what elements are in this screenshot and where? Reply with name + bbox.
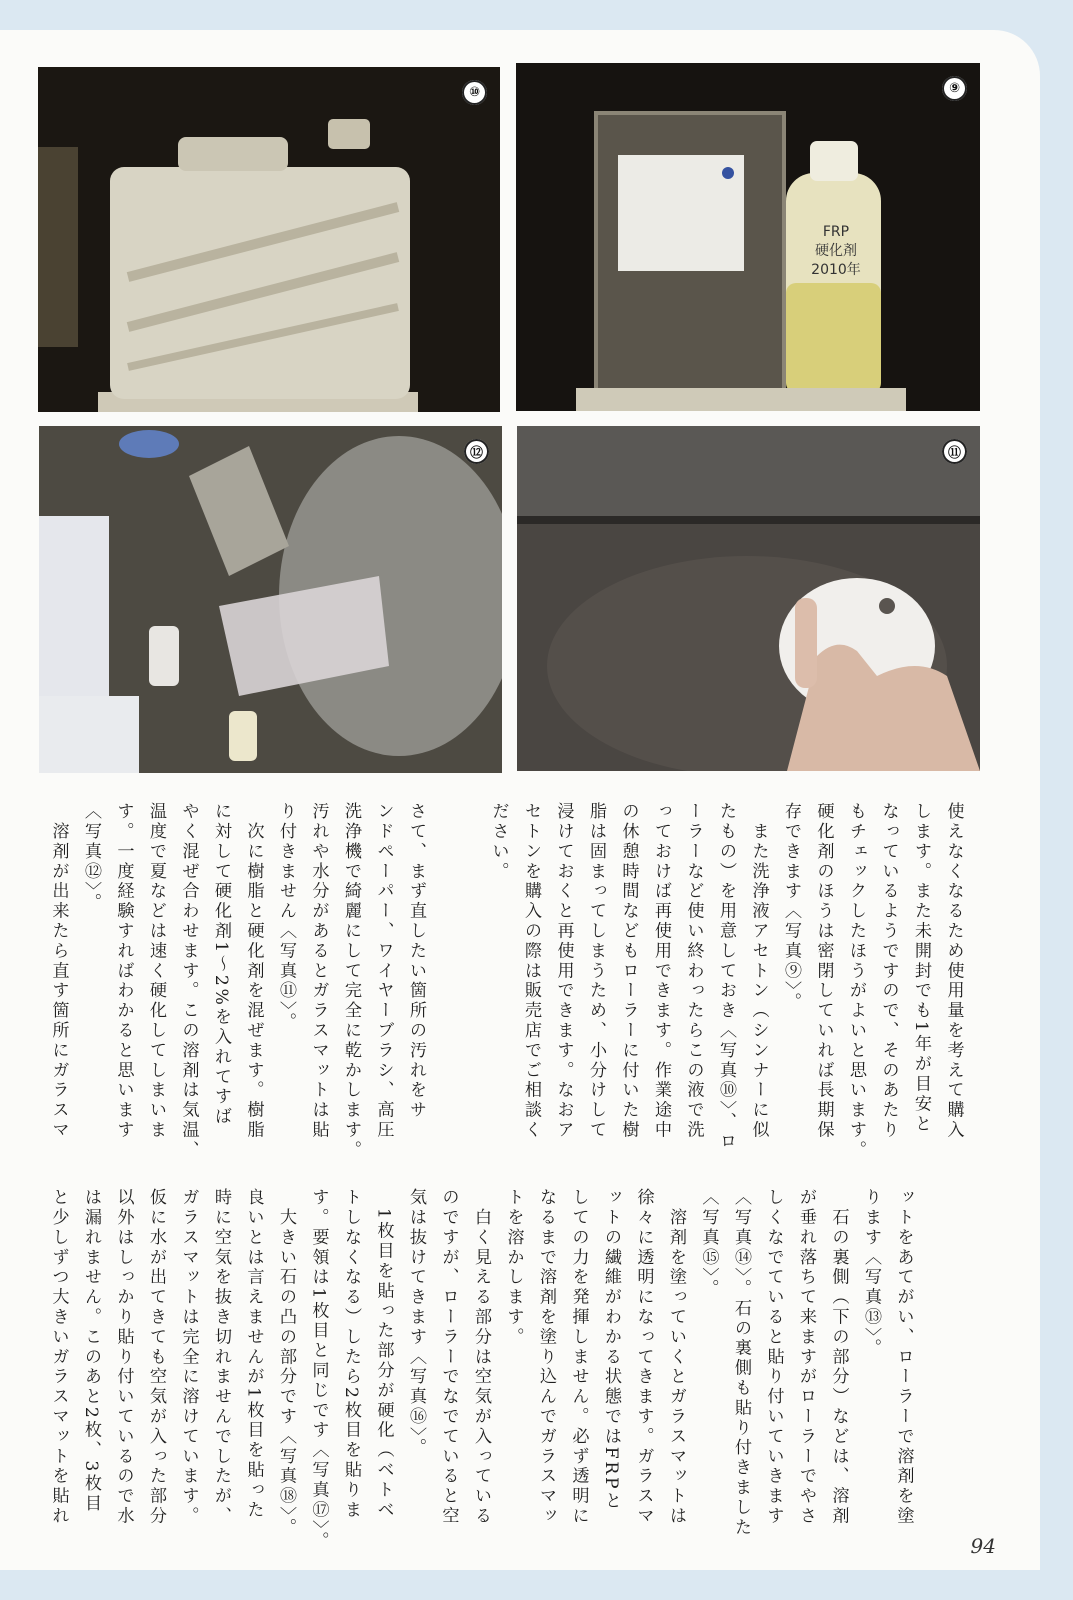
magazine-page xyxy=(0,30,1040,1570)
body-text-column-a: 使えなくなるため使用量を考えて購入 します。また未開封でも1年が目安と なっているようですので、そのあたり もチェックしたほうがよいと思います。 硬化剤のほうは密閉していれば長期保 存できます〈写真⑨〉。 また洗浄液アセトン（シンナーに似 たもの）を用意しておき〈写真⑩〉、ロ ーラーなど使い終わったらこの液で洗 っておけば再使用できます。作業途中 の休憩時間などもローラーに付いた樹 脂は固まってしまうため、小分けして 浸けておくと再使用できます。なおア セトンを購入の際は販売店でご相談く ださい。 xyxy=(488,802,964,1161)
jerrican-image xyxy=(38,67,500,412)
photo-number-9: ⑨ xyxy=(942,76,967,101)
photo-number-10: ⑩ xyxy=(462,80,487,105)
photo-11-stone xyxy=(517,426,980,771)
stone-image xyxy=(517,426,980,771)
photo-12-pouring xyxy=(39,426,502,773)
hardener-image xyxy=(516,63,980,411)
photo-number-11: ⑪ xyxy=(942,439,967,464)
page-number: 94 xyxy=(970,1534,996,1558)
body-text-column-b: さて、まず直したい箇所の汚れをサ ンドペーパー、ワイヤーブラシ、高圧 洗浄機で綺麗にして完全に乾かします。 汚れや水分があるとガラスマットは貼 り付きません〈写真⑪〉。 次に樹脂と硬化剤を混ぜます。樹脂 に対して硬化剤1～2%を入れてすば やく混ぜ合わせます。この溶剤は気温、 温度で夏などは速く硬化してしまいま す。一度経験すればわかると思います 〈写真⑫〉。 溶剤が出来たら直す箇所にガラスマ xyxy=(48,802,426,1161)
bottle-label: FRP 硬化剤 2010年 xyxy=(811,224,861,278)
photo-number-12: ⑫ xyxy=(464,439,489,464)
pouring-image xyxy=(39,426,502,773)
body-text-column-c: ットをあてがい、ローラーで溶剤を塗 ります〈写真⑬〉。 石の裏側（下の部分）などは、溶剤 が垂れ落ちて来ますがローラーでやさ しくなでていると貼り付いていきます 〈写真⑭〉。石の裏側も貼り付きました 〈写真⑮〉。 溶剤を塗っていくとガラスマットは 徐々に透明になってきます。ガラスマ ットの繊維がわかる状態ではFRPと しての力を発揮しません。必ず透明に なるまで溶剤を塗り込んでガラスマッ トを溶かします。 白く見える部分は空気が入っている のですが、ローラーでなでていると空 気は抜けてきます〈写真⑯〉。 1枚目を貼った部分が硬化（ベトベ トしなくなる）したら2枚目を貼りま す。要領は1枚目と同じです〈写真⑰〉。 大きい石の凸の部分です〈写真⑱〉。 良いとは言えませんが1枚目を貼った 時に空気を抜き切れませんでしたが、 ガラスマットは完全に溶けています。 仮に水が出てきても空気が入った部分 以外はしっかり貼り付いているので水 は漏れません。このあと2枚、3枚目 と少しずつ大きいガラスマットを貼れ xyxy=(48,1188,914,1552)
photo-10-jerrican xyxy=(38,67,500,412)
photo-9-hardener xyxy=(516,63,980,411)
